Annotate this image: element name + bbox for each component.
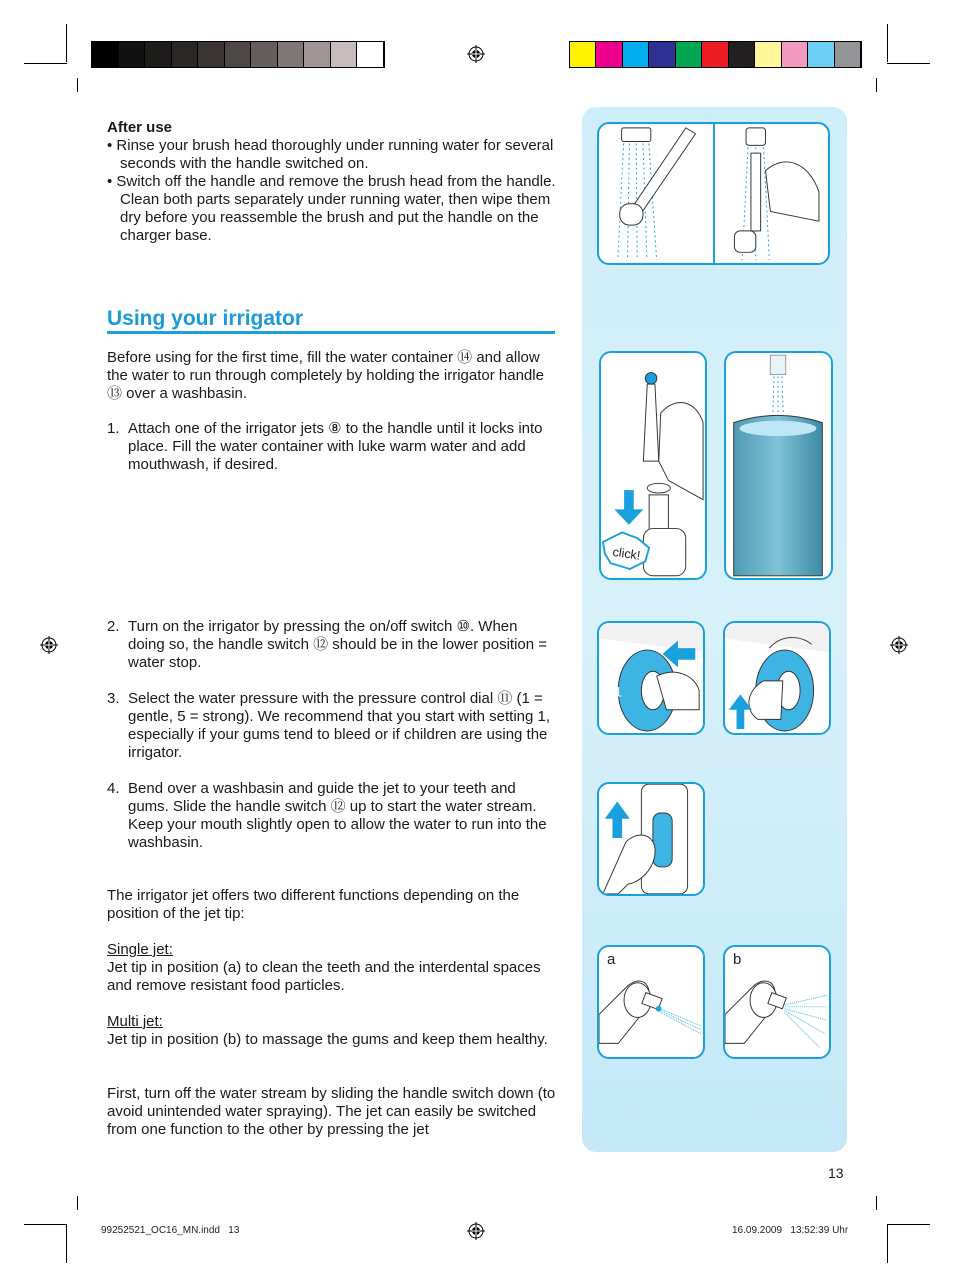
color-swatch	[596, 42, 622, 67]
functions-intro: The irrigator jet offers two different functions depending on the position of the jet tip:	[107, 887, 520, 922]
after-use-section	[107, 119, 557, 245]
click-label: click!	[611, 544, 642, 563]
after-use-bullet: • Rinse your brush head thoroughly under running water for several seconds with the handle switched on.	[107, 137, 554, 172]
color-swatch	[331, 42, 358, 67]
color-swatch	[623, 42, 649, 67]
color-swatch	[304, 42, 331, 67]
step-1: 1. Attach one of the irrigator jets ⑧ to the handle until it locks into place. Fill the water container with luke warm water and add mouthwash, if desired.	[107, 420, 543, 473]
color-swatch	[357, 42, 384, 67]
color-swatch	[570, 42, 596, 67]
crop-mark	[887, 24, 888, 62]
color-swatch	[172, 42, 199, 67]
handle-switch-illustration	[597, 782, 705, 896]
color-swatch	[755, 42, 781, 67]
after-use-bullet: • Switch off the handle and remove the brush head from the handle. Clean both parts separately under running water, then wipe them dry before you reassemble the brush and put the handle on the charger base.	[107, 173, 556, 244]
registration-mark-icon	[467, 1222, 485, 1240]
crop-mark	[24, 1224, 67, 1225]
crop-mark	[876, 78, 877, 92]
after-use-title: After use	[107, 119, 173, 136]
crop-mark	[887, 1224, 930, 1225]
color-swatch	[198, 42, 225, 67]
rinse-brush-illustration	[597, 122, 830, 265]
step-4: 4. Bend over a washbasin and guide the jet to your teeth and gums. Slide the handle switch ⑫ up to start the water stream. Keep your mouth slightly open to allow the water to run into the washbasin.	[107, 780, 547, 851]
crop-mark	[876, 1196, 877, 1210]
crop-mark	[24, 63, 67, 64]
pressure-dial-adjust-illustration	[723, 621, 831, 735]
closing-paragraph: First, turn off the water stream by sliding the handle switch down (to avoid unintended water spraying). The jet can easily be switched from one function to the other by pressing the jet	[107, 1085, 556, 1138]
footer-filename: 99252521_OC16_MN.indd 13	[101, 1225, 240, 1236]
crop-mark	[887, 63, 930, 64]
water-container-illustration	[724, 351, 833, 580]
gray-color-bar	[91, 41, 385, 68]
single-jet-block: Single jet: Jet tip in position (a) to clean the teeth and the interdental spaces and remove resistant food particles.	[107, 941, 541, 994]
step-2: 2. Turn on the irrigator by pressing the on/off switch ⑩. When doing so, the handle switch ⑫ should be in the lower position = water stop.	[107, 618, 548, 671]
step-3: 3. Select the water pressure with the pressure control dial ⑪ (1 = gentle, 5 = strong). We recommend that you start with setting 1, especially if your gums tend to bleed or if children are using the irrigator.	[107, 690, 551, 761]
dial-label-1: 1	[614, 684, 622, 700]
multi-jet-block: Multi jet: Jet tip in position (b) to massage the gums and keep them healthy.	[107, 1013, 548, 1048]
registration-mark-icon	[40, 636, 58, 654]
section-heading: Using your irrigator	[107, 307, 555, 334]
crop-mark	[66, 1225, 67, 1263]
registration-mark-icon	[890, 636, 908, 654]
pressure-dial-setting-illustration	[597, 621, 705, 735]
color-swatch	[649, 42, 675, 67]
color-swatch	[782, 42, 808, 67]
dial-label-2: 2	[744, 680, 752, 696]
color-swatch	[676, 42, 702, 67]
crop-mark	[887, 1225, 888, 1263]
color-swatch	[808, 42, 834, 67]
color-swatch	[702, 42, 728, 67]
footer-timestamp: 16.09.2009 13:52:39 Uhr	[732, 1225, 849, 1236]
color-swatch	[729, 42, 755, 67]
label-b: b	[733, 951, 742, 968]
intro-paragraph: Before using for the first time, fill the water container ⑭ and allow the water to run through completely by holding the irrigator handle ⑬ over a washbasin.	[107, 349, 544, 402]
crop-mark	[77, 1196, 78, 1210]
crop-mark	[77, 78, 78, 92]
color-swatch	[225, 42, 252, 67]
process-color-bar	[569, 41, 862, 68]
crop-mark	[66, 24, 67, 62]
color-swatch	[92, 42, 119, 67]
registration-mark-icon	[467, 45, 485, 63]
page-number: 13	[828, 1165, 844, 1181]
color-swatch	[835, 42, 861, 67]
label-a: a	[607, 951, 616, 968]
attach-jet-illustration	[599, 351, 707, 580]
color-swatch	[145, 42, 172, 67]
color-swatch	[119, 42, 146, 67]
color-swatch	[278, 42, 305, 67]
color-swatch	[251, 42, 278, 67]
